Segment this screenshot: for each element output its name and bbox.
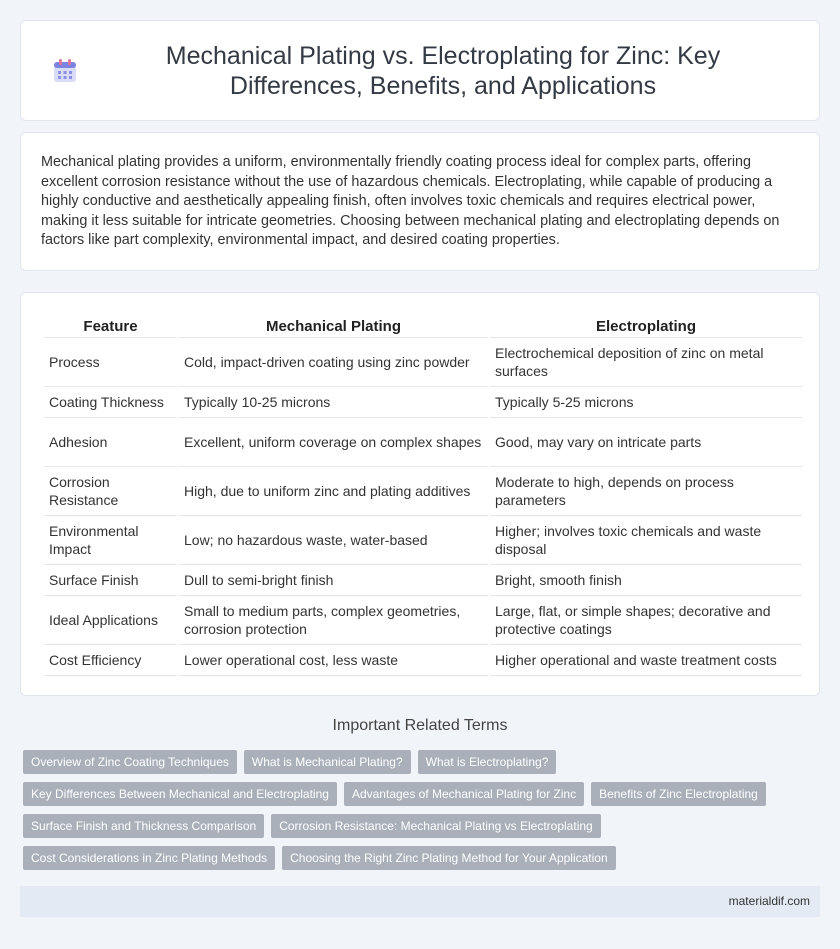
feature-cell: Coating Thickness xyxy=(44,387,177,418)
mechanical-cell: Cold, impact-driven coating using zinc powder xyxy=(179,338,488,387)
electroplating-cell: Moderate to high, depends on process parameters xyxy=(490,467,802,516)
tag-row xyxy=(23,814,823,838)
intro-card xyxy=(20,132,820,271)
feature-cell: Adhesion xyxy=(44,418,177,467)
related-term-tag[interactable]: Cost Considerations in Zinc Plating Methods xyxy=(23,846,275,870)
table-header-row xyxy=(44,309,802,338)
related-term-tag[interactable]: Advantages of Mechanical Plating for Zinc xyxy=(344,782,584,806)
related-term-tag[interactable]: Overview of Zinc Coating Techniques xyxy=(23,750,237,774)
header-mechanical-plating: Mechanical Plating xyxy=(179,309,488,338)
feature-cell: Environmental Impact xyxy=(44,516,177,565)
feature-cell: Corrosion Resistance xyxy=(44,467,177,516)
table-row xyxy=(44,516,802,565)
electroplating-cell: Electrochemical deposition of zinc on metal surfaces xyxy=(490,338,802,387)
related-terms-list xyxy=(23,750,823,878)
mechanical-cell: Low; no hazardous waste, water-based xyxy=(179,516,488,565)
electroplating-cell: Good, may vary on intricate parts xyxy=(490,418,802,467)
table-row xyxy=(44,565,802,596)
electroplating-cell: Bright, smooth finish xyxy=(490,565,802,596)
table-row xyxy=(44,387,802,418)
table-row xyxy=(44,338,802,387)
mechanical-cell: Lower operational cost, less waste xyxy=(179,645,488,676)
header-card xyxy=(20,20,820,121)
electroplating-cell: Higher; involves toxic chemicals and waste disposal xyxy=(490,516,802,565)
electroplating-cell: Typically 5-25 microns xyxy=(490,387,802,418)
intro-paragraph: Mechanical plating provides a uniform, environmentally friendly coating process ideal for complex parts, offering excellent corrosion resistance without the use of hazardous chemicals. Electroplating, while capable of producing a highly conductive and aesthetically appealing finish, often involves toxic chemicals and requires electrical power, making it less suitable for intricate geometries. Choosing between mechanical plating and electroplating depends on factors like part complexity, environmental impact, and desired coating properties. xyxy=(41,154,780,249)
mechanical-cell: Small to medium parts, complex geometries, corrosion protection xyxy=(179,596,488,645)
table-row xyxy=(44,596,802,645)
related-terms-title: Important Related Terms xyxy=(332,717,508,734)
related-term-tag[interactable]: Key Differences Between Mechanical and Electroplating xyxy=(23,782,337,806)
electroplating-cell: Higher operational and waste treatment costs xyxy=(490,645,802,676)
tag-row xyxy=(23,782,823,806)
feature-cell: Process xyxy=(44,338,177,387)
related-term-tag[interactable]: Surface Finish and Thickness Comparison xyxy=(23,814,264,838)
mechanical-cell: Excellent, uniform coverage on complex shapes xyxy=(179,418,488,467)
comparison-table-card xyxy=(20,292,820,696)
table-row xyxy=(44,467,802,516)
related-term-tag[interactable]: What is Electroplating? xyxy=(418,750,557,774)
mechanical-cell: High, due to uniform zinc and plating additives xyxy=(179,467,488,516)
footer-site-link[interactable]: materialdif.com xyxy=(728,894,810,908)
page-title: Mechanical Plating vs. Electroplating for Zinc: Key Differences, Benefits, and Applications xyxy=(165,41,721,100)
related-term-tag[interactable]: What is Mechanical Plating? xyxy=(244,750,411,774)
mechanical-cell: Dull to semi-bright finish xyxy=(179,565,488,596)
table-row xyxy=(44,645,802,676)
feature-cell: Cost Efficiency xyxy=(44,645,177,676)
header-electroplating: Electroplating xyxy=(490,309,802,338)
feature-cell: Surface Finish xyxy=(44,565,177,596)
table-row xyxy=(44,418,802,467)
header-feature: Feature xyxy=(44,309,177,338)
calendar-icon xyxy=(51,57,79,85)
mechanical-cell: Typically 10-25 microns xyxy=(179,387,488,418)
footer xyxy=(20,886,820,917)
electroplating-cell: Large, flat, or simple shapes; decorative and protective coatings xyxy=(490,596,802,645)
feature-cell: Ideal Applications xyxy=(44,596,177,645)
tag-row xyxy=(23,846,823,870)
tag-row xyxy=(23,750,823,774)
related-term-tag[interactable]: Corrosion Resistance: Mechanical Plating vs Electroplating xyxy=(271,814,600,838)
related-term-tag[interactable]: Benefits of Zinc Electroplating xyxy=(591,782,766,806)
related-term-tag[interactable]: Choosing the Right Zinc Plating Method for Your Application xyxy=(282,846,616,870)
comparison-table xyxy=(42,309,804,676)
